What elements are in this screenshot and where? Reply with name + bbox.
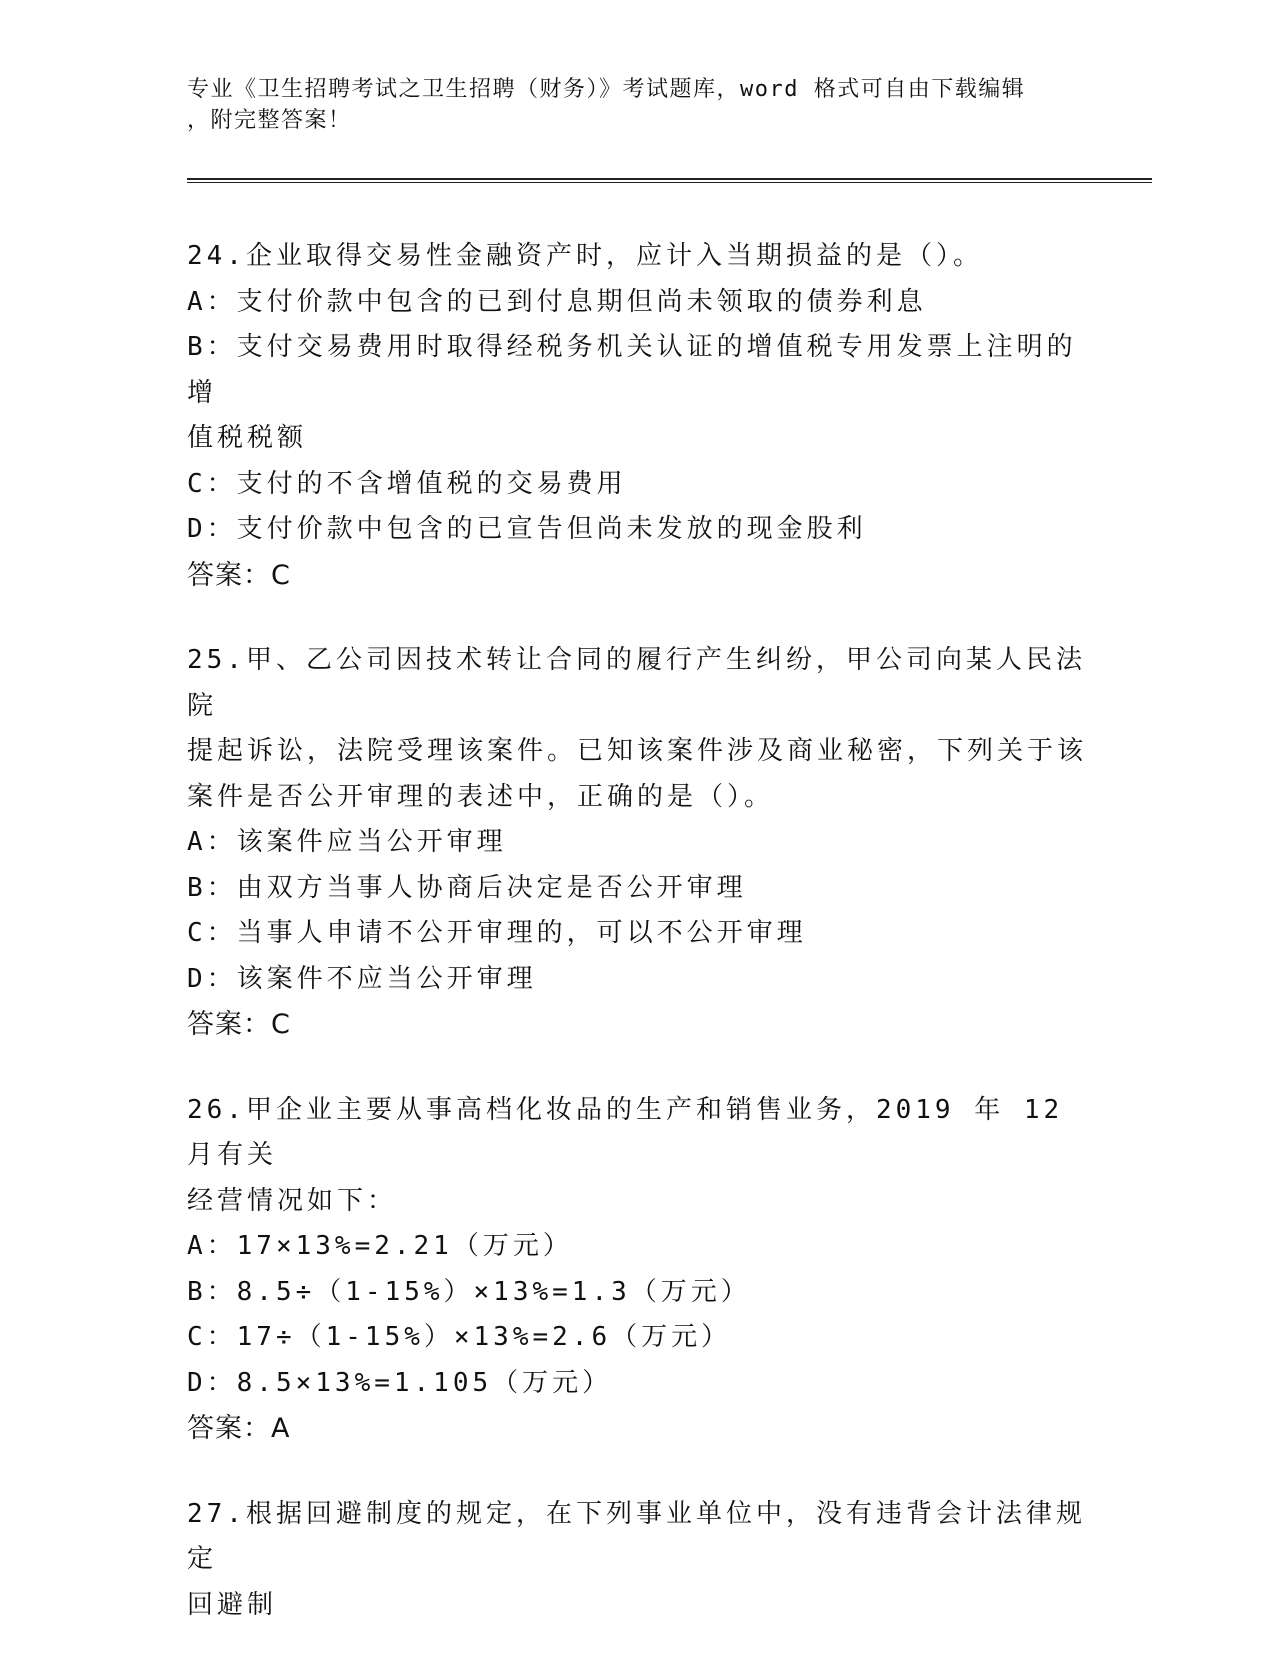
option-line: D：该案件不应当公开审理: [187, 963, 537, 994]
option-line: D：8.5×13%=1.105（万元）: [187, 1367, 613, 1398]
question-stem-line: 24.企业取得交易性金融资产时，应计入当期损益的是（）。: [187, 241, 983, 271]
question-block: [187, 1088, 1087, 1452]
question-stem-line: 经营情况如下：: [187, 1185, 398, 1216]
document-header: [187, 74, 1067, 136]
option-line: A：17×13%=2.21（万元）: [187, 1231, 573, 1261]
question-stem-line: 27.根据回避制度的规定，在下列事业单位中，没有违背会计法律规定: [187, 1498, 1086, 1574]
option-line: C：17÷（1-15%）×13%=2.6（万元）: [187, 1322, 732, 1352]
answer-line: 答案：A: [187, 1413, 291, 1444]
question-stem-line: 26.甲企业主要从事高档化妆品的生产和销售业务，2019 年 12 月有关: [187, 1094, 1083, 1170]
option-line: C：支付的不含增值税的交易费用: [187, 468, 627, 499]
option-line: 值税税额: [187, 423, 308, 453]
option-line: B：8.5÷（1-15%）×13%=1.3（万元）: [187, 1276, 751, 1307]
question-block: [187, 1492, 1087, 1629]
question-block: [187, 638, 1087, 1048]
question-stem-line: 回避制: [187, 1589, 278, 1620]
option-line: D：支付价款中包含的已宣告但尚未发放的现金股利: [187, 514, 867, 544]
header-line-2: ，附完整答案！: [187, 108, 352, 133]
option-line: A：该案件应当公开审理: [187, 827, 507, 857]
option-line: B：支付交易费用时取得经税务机关认证的增值税专用发票上注明的增: [187, 332, 1077, 408]
option-line: B：由双方当事人协商后决定是否公开审理: [187, 872, 747, 903]
question-list: [187, 234, 1087, 1668]
header-divider: [187, 178, 1152, 183]
option-line: A：支付价款中包含的已到付息期但尚未领取的债券利息: [187, 286, 927, 317]
answer-line: 答案：C: [187, 559, 291, 591]
question-stem-line: 提起诉讼，法院受理该案件。已知该案件涉及商业秘密，下列关于该: [187, 736, 1088, 766]
answer-line: 答案：C: [187, 1009, 291, 1040]
option-line: C：当事人申请不公开审理的，可以不公开审理: [187, 918, 807, 948]
question-stem-line: 25.甲、乙公司因技术转让合同的履行产生纠纷，甲公司向某人民法院: [187, 645, 1086, 721]
header-line-1: 专业《卫生招聘考试之卫生招聘（财务）》考试题库，word 格式可自由下载编辑: [187, 77, 1026, 102]
question-stem-line: 案件是否公开审理的表述中，正确的是（）。: [187, 781, 775, 812]
question-block: [187, 234, 1087, 598]
